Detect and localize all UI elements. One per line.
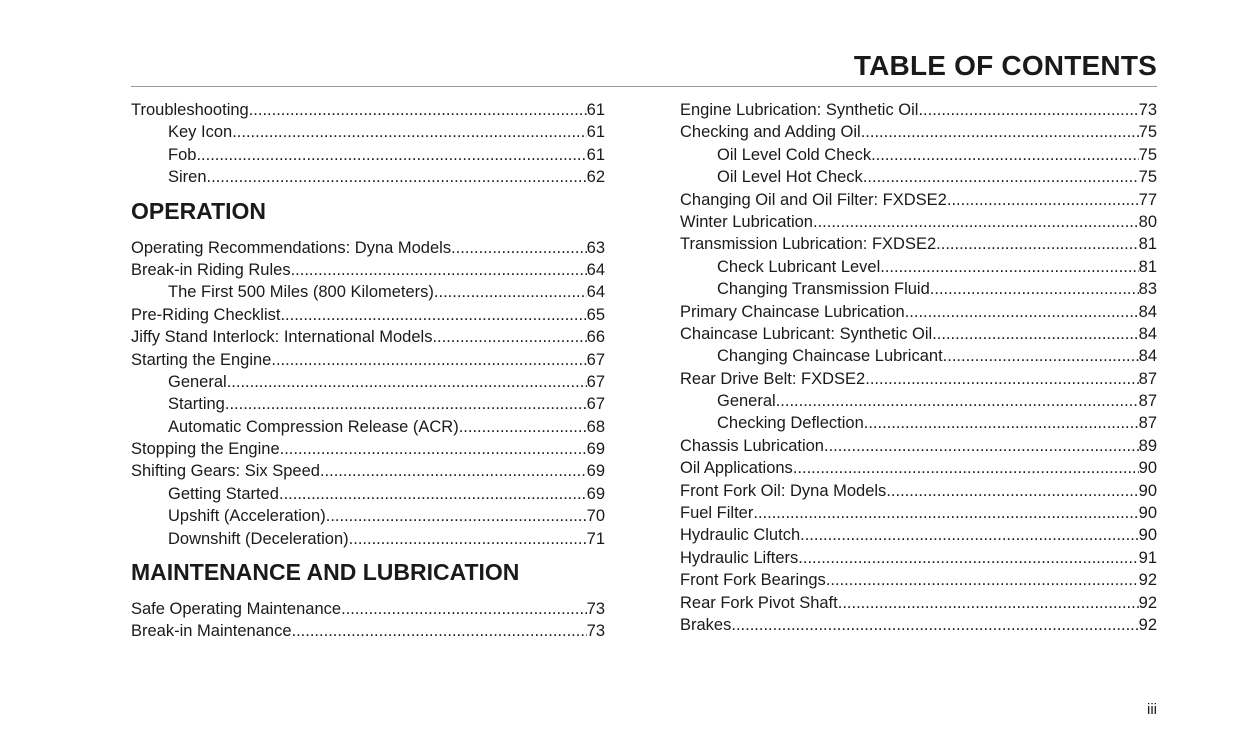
toc-entry[interactable] [680, 256, 1157, 278]
dot-leader [196, 144, 586, 166]
toc-entry-title: Rear Drive Belt: FXDSE2 [680, 369, 866, 388]
dot-leader [798, 547, 1138, 569]
toc-entry[interactable] [680, 502, 1157, 524]
dot-leader [459, 416, 587, 438]
toc-entry-page: 83 [1138, 280, 1157, 299]
section-heading-operation: OPERATION [131, 197, 267, 224]
page-title: TABLE OF CONTENTS [853, 50, 1157, 81]
dot-leader [280, 304, 586, 326]
toc-entry[interactable] [131, 326, 605, 348]
toc-entry[interactable] [131, 505, 605, 527]
toc-entry[interactable] [680, 457, 1157, 479]
toc-entry-page: 84 [1138, 347, 1157, 366]
toc-entry-page: 71 [586, 529, 605, 548]
dot-leader [432, 326, 586, 348]
toc-entry-title: General [717, 392, 776, 411]
dot-leader [280, 438, 587, 460]
dot-leader [824, 435, 1139, 457]
dot-leader [451, 237, 587, 259]
toc-entry-title: Front Fork Oil: Dyna Models [680, 481, 887, 500]
toc-entry[interactable] [131, 259, 605, 281]
toc-entry-page: 69 [586, 440, 605, 459]
dot-leader [776, 390, 1139, 412]
toc-entry-title: Break-in Riding Rules [131, 260, 291, 279]
toc-entry-page: 64 [586, 283, 605, 302]
toc-entry-title: Starting [168, 395, 225, 414]
toc-entry-page: 69 [586, 462, 605, 481]
toc-entry-page: 70 [586, 507, 605, 526]
toc-entry-page: 64 [586, 260, 605, 279]
toc-entry-title: Check Lubricant Level [717, 257, 881, 276]
toc-entry[interactable] [680, 323, 1157, 345]
toc-entry-page: 61 [586, 101, 605, 119]
toc-entry[interactable] [131, 371, 605, 393]
dot-leader [434, 281, 587, 303]
toc-entry-page: 73 [586, 600, 605, 619]
toc-entry-title: Safe Operating Maintenance [131, 600, 342, 619]
toc-entry-page: 63 [586, 238, 605, 257]
dot-leader [930, 278, 1139, 300]
dot-leader [271, 349, 586, 371]
toc-maintenance-entries [131, 598, 605, 643]
toc-entry-title: Changing Transmission Fluid [717, 280, 930, 299]
dot-leader [249, 99, 587, 121]
toc-entry-title: Break-in Maintenance [131, 622, 292, 641]
toc-entry-page: 90 [1138, 526, 1157, 545]
toc-entry-page: 89 [1138, 436, 1157, 455]
toc-entry-page: 87 [1138, 414, 1157, 433]
toc-entry[interactable] [131, 620, 605, 642]
dot-leader [753, 502, 1138, 524]
toc-entry-page: 84 [1138, 324, 1157, 343]
toc-entry[interactable] [680, 368, 1157, 390]
dot-leader [886, 480, 1138, 502]
toc-entry-page: 73 [1138, 101, 1157, 119]
header-rule [131, 86, 1157, 87]
dot-leader [232, 121, 586, 143]
toc-entry-title: Hydraulic Lifters [680, 548, 799, 567]
toc-entry-page: 62 [586, 168, 605, 187]
dot-leader [943, 345, 1139, 367]
dot-leader [905, 301, 1139, 323]
toc-entry-page: 90 [1138, 481, 1157, 500]
dot-leader [320, 460, 587, 482]
section-heading-maintenance: MAINTENANCE AND LUBRICATION [131, 559, 520, 586]
dot-leader [207, 166, 587, 188]
toc-entry[interactable] [680, 233, 1157, 255]
toc-entry[interactable] [131, 598, 605, 620]
dot-leader [731, 614, 1138, 636]
toc-entry[interactable] [680, 121, 1157, 143]
toc-left-column [131, 99, 605, 643]
dot-leader [349, 528, 587, 550]
toc-entry-title: Automatic Compression Release (ACR) [168, 417, 459, 436]
dot-leader [225, 393, 587, 415]
toc-entry[interactable] [680, 547, 1157, 569]
toc-entry[interactable] [131, 304, 605, 326]
toc-entry-title: Engine Lubrication: Synthetic Oil [680, 101, 919, 119]
toc-entry-page: 81 [1138, 257, 1157, 276]
toc-entry-title: Oil Applications [680, 459, 793, 478]
toc-entry[interactable] [680, 524, 1157, 546]
toc-entry-page: 84 [1138, 302, 1157, 321]
toc-entry-page: 67 [586, 395, 605, 414]
dot-leader [227, 371, 587, 393]
dot-leader [838, 592, 1139, 614]
dot-leader [292, 620, 587, 642]
dot-leader [871, 144, 1139, 166]
toc-entry-page: 87 [1138, 392, 1157, 411]
toc-entry[interactable] [131, 99, 605, 121]
toc-entry-page: 68 [586, 417, 605, 436]
toc-entry[interactable] [680, 166, 1157, 188]
toc-entry-title: Oil Level Hot Check [717, 168, 863, 187]
toc-entry[interactable] [680, 614, 1157, 636]
toc-entry-page: 75 [1138, 168, 1157, 187]
toc-entry-page: 90 [1138, 504, 1157, 523]
page-number: iii [1147, 701, 1157, 718]
toc-entry-title: General [168, 372, 227, 391]
toc-entry[interactable] [680, 390, 1157, 412]
toc-entry-title: Front Fork Bearings [680, 571, 826, 590]
toc-entry-page: 61 [586, 123, 605, 142]
toc-entry-title: Siren [168, 168, 207, 187]
toc-entry-title: Chassis Lubrication [680, 436, 824, 455]
toc-entry-title: Checking and Adding Oil [680, 123, 861, 142]
toc-top-entries [131, 99, 605, 189]
dot-leader [279, 483, 587, 505]
toc-entry[interactable] [680, 278, 1157, 300]
dot-leader [863, 166, 1139, 188]
toc-entry[interactable] [680, 211, 1157, 233]
dot-leader [932, 323, 1138, 345]
toc-entry-title: Winter Lubrication [680, 212, 813, 231]
toc-entry-title: Operating Recommendations: Dyna Models [131, 238, 452, 257]
dot-leader [936, 233, 1138, 255]
toc-entry-page: 87 [1138, 369, 1157, 388]
toc-entry-title: Downshift (Deceleration) [168, 529, 349, 548]
toc-entry-title: Changing Chaincase Lubricant [717, 347, 943, 366]
toc-entry-title: Getting Started [168, 484, 279, 503]
toc-entry[interactable] [131, 528, 605, 550]
toc-entry-title: Checking Deflection [717, 414, 864, 433]
toc-entry[interactable] [131, 144, 605, 166]
toc-entry[interactable] [680, 144, 1157, 166]
toc-entry[interactable] [680, 435, 1157, 457]
dot-leader [880, 256, 1138, 278]
toc-entry[interactable] [131, 416, 605, 438]
toc-entry-page: 67 [586, 372, 605, 391]
toc-entry-page: 90 [1138, 459, 1157, 478]
toc-entry-title: Changing Oil and Oil Filter: FXDSE2 [680, 190, 947, 209]
toc-entry-title: Rear Fork Pivot Shaft [680, 593, 838, 612]
toc-entry-title: Transmission Lubrication: FXDSE2 [680, 235, 937, 254]
toc-entry-page: 61 [586, 145, 605, 164]
toc-entry-title: Oil Level Cold Check [717, 145, 872, 164]
toc-entry-page: 81 [1138, 235, 1157, 254]
toc-entry-page: 92 [1138, 571, 1157, 590]
toc-entry[interactable] [680, 301, 1157, 323]
toc-entry-title: Primary Chaincase Lubrication [680, 302, 905, 321]
toc-entry-page: 91 [1138, 548, 1157, 567]
toc-entry[interactable] [131, 121, 605, 143]
dot-leader [291, 259, 587, 281]
toc-entry-title: Starting the Engine [131, 350, 272, 369]
dot-leader [826, 569, 1139, 591]
toc-entry[interactable] [680, 345, 1157, 367]
toc-entry[interactable] [131, 393, 605, 415]
toc-entry-page: 75 [1138, 145, 1157, 164]
toc-entry-title: Pre-Riding Checklist [131, 305, 281, 324]
toc-entry-title: Brakes [680, 615, 732, 634]
toc-right-column [680, 99, 1157, 636]
toc-entry[interactable] [131, 460, 605, 482]
toc-operation-entries [131, 237, 605, 550]
toc-entry-title: Troubleshooting [131, 101, 249, 119]
toc-entry[interactable] [131, 166, 605, 188]
toc-entry-title: Stopping the Engine [131, 440, 280, 459]
toc-entry-title: Shifting Gears: Six Speed [131, 462, 320, 481]
toc-entry-page: 92 [1138, 593, 1157, 612]
dot-leader [793, 457, 1139, 479]
toc-entry[interactable] [680, 569, 1157, 591]
dot-leader [865, 368, 1138, 390]
toc-entry-title: Upshift (Acceleration) [168, 507, 326, 526]
toc-entry[interactable] [131, 237, 605, 259]
toc-entry[interactable] [131, 349, 605, 371]
toc-entry[interactable] [680, 99, 1157, 121]
toc-entry-page: 75 [1138, 123, 1157, 142]
toc-entry-title: Chaincase Lubricant: Synthetic Oil [680, 324, 933, 343]
dot-leader [800, 524, 1139, 546]
toc-entry-page: 77 [1138, 190, 1157, 209]
dot-leader [947, 189, 1139, 211]
toc-entry-title: Key Icon [168, 123, 233, 142]
toc-entry-title: Fob [168, 145, 197, 164]
toc-entry[interactable] [680, 480, 1157, 502]
dot-leader [326, 505, 587, 527]
toc-entry-page: 80 [1138, 212, 1157, 231]
toc-entry-title: The First 500 Miles (800 Kilometers) [168, 283, 434, 302]
toc-entry-title: Jiffy Stand Interlock: International Models [131, 328, 433, 347]
toc-entry[interactable] [131, 438, 605, 460]
toc-entry[interactable] [680, 592, 1157, 614]
dot-leader [813, 211, 1139, 233]
toc-entry-page: 69 [586, 484, 605, 503]
toc-entry[interactable] [131, 281, 605, 303]
toc-entry-page: 73 [586, 622, 605, 641]
toc-entry-page: 65 [586, 305, 605, 324]
dot-leader [864, 412, 1139, 434]
toc-entry-title: Hydraulic Clutch [680, 526, 801, 545]
toc-entry-page: 67 [586, 350, 605, 369]
toc-entry[interactable] [131, 483, 605, 505]
toc-entry-page: 66 [586, 328, 605, 347]
toc-entry-title: Fuel Filter [680, 504, 754, 523]
dot-leader [861, 121, 1139, 143]
toc-entry-page: 92 [1138, 615, 1157, 634]
dot-leader [918, 99, 1138, 121]
dot-leader [341, 598, 587, 620]
toc-right-entries [680, 99, 1157, 636]
toc-entry[interactable] [680, 412, 1157, 434]
toc-entry[interactable] [680, 189, 1157, 211]
